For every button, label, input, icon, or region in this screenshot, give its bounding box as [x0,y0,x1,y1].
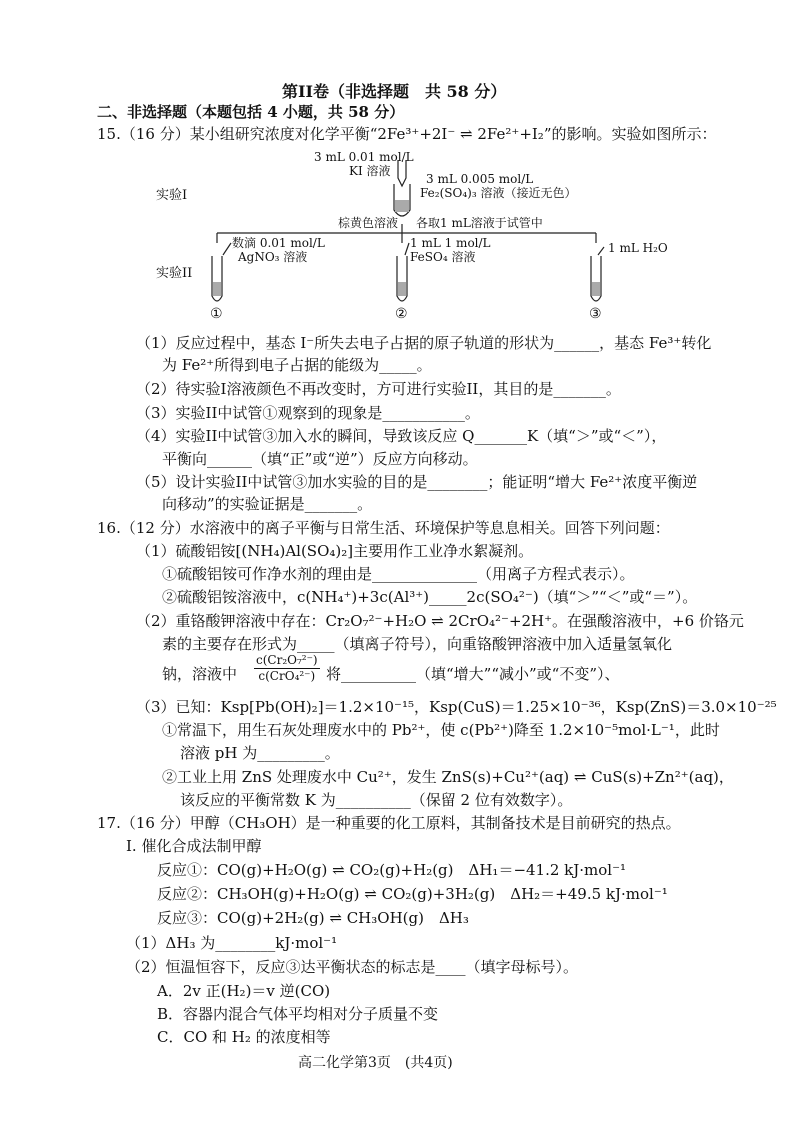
q16-part2-c-post: 将__________（填“增大”“减小”或“不变”）、 [326,665,620,683]
part-title: 第II卷（非选择题 共 58 分） [282,82,507,101]
q16-part2-a: （2）重铬酸钾溶液中存在：Cr₂O₇²⁻+H₂O ⇌ 2CrO₄²⁻+2H⁺。在强酸溶液中，+6 价铬元 [136,612,744,630]
take-1ml-label: 各取1 mL溶液于试管中 [416,216,543,230]
q15-part4-b: 平衡向______（填“正”或“逆”）反应方向移动。 [162,450,478,468]
q15-intro: 15.（16 分）某小组研究浓度对化学平衡“2Fe³⁺+2I⁻ ⇌ 2Fe²⁺+I₂”的影响。实验如图所示： [97,125,717,143]
tube-2-label: ② [395,306,408,322]
experiment-1-label: 实验I [156,188,188,203]
q15-part1-a: （1）反应过程中，基态 I⁻所失去电子占据的原子轨道的形状为______，基态 Fe³⁺转化 [136,334,712,352]
q17-part2: （2）恒温恒容下，反应③达平衡状态的标志是____（填字母标号）。 [126,958,579,976]
q15-part2: （2）待实验I溶液颜色不再改变时，方可进行实验II，其目的是_______。 [136,380,621,398]
page-footer: 高二化学第3页 (共4页) [298,1055,453,1071]
brown-solution-label: 棕黄色溶液 [338,216,399,230]
fraction-denominator: c(CrO₄²⁻) [258,669,316,683]
fraction-numerator: c(Cr₂O₇²⁻) [256,653,318,667]
q17-reaction-2: 反应②：CH₃OH(g)+H₂O(g) ⇌ CO₂(g)+3H₂(g) ΔH₂＝+49.5 kJ·mol⁻¹ [157,885,668,903]
q17-part1: （1）ΔH₃ 为________kJ·mol⁻¹ [126,934,338,952]
q17-option-b: B．容器内混合气体平均相对分子质量不变 [157,1005,439,1023]
q17-subheading: I. 催化合成法制甲醇 [126,837,262,855]
q16-part1-b: ②硫酸铝铵溶液中，c(NH₄⁺)+3c(Al³⁺)_____2c(SO₄²⁻)（填“＞”“＜”或“＝”）。 [162,588,698,606]
q16-part3-a2: 溶液 pH 为_________。 [180,744,340,762]
concentration-fraction [254,653,320,684]
q15-part1-b: 为 Fe²⁺所得到电子占据的能级为_____。 [162,356,432,374]
section-heading: 二、非选择题（本题包括 4 小题，共 58 分） [97,103,405,121]
q16-intro: 16.（12 分）水溶液中的离子平衡与日常生活、环境保护等息息相关。回答下列问题： [97,519,670,537]
tube-3-label: ③ [589,306,602,322]
q16-part3: （3）已知：Ksp[Pb(OH)₂]＝1.2×10⁻¹⁵，Ksp(CuS)＝1.25×10⁻³⁶，Ksp(ZnS)＝3.0×10⁻²⁵ [136,698,777,716]
q16-part1: （1）硫酸铝铵[(NH₄)Al(SO₄)₂]主要用作工业净水絮凝剂。 [136,542,534,560]
q16-part3-b1: ②工业上用 ZnS 处理废水中 Cu²⁺，发生 ZnS(s)+Cu²⁺(aq) ⇌ CuS(s)+Zn²⁺(aq)， [162,768,734,786]
q17-option-a: A．2v 正(H₂)＝v 逆(CO) [157,982,331,1000]
q17-option-c: C．CO 和 H₂ 的浓度相等 [157,1028,331,1046]
q15-part3: （3）实验II中试管①观察到的现象是___________。 [136,404,480,422]
fe2so43-solution-label: 3 mL 0.005 mol/L Fe₂(SO₄)₃ 溶液（接近无色） [420,172,577,200]
q17-reaction-1: 反应①：CO(g)+H₂O(g) ⇌ CO₂(g)+H₂(g) ΔH₁＝−41.2 kJ·mol⁻¹ [157,861,627,879]
q15-part4-a: （4）实验II中试管③加入水的瞬间，导致该反应 Q_______K（填“＞”或“＜”）， [136,427,667,445]
water-label: 1 mL H₂O [608,241,668,255]
q16-part1-a: ①硫酸铝铵可作净水剂的理由是______________（用离子方程式表示）。 [162,565,635,583]
q15-part5-a: （5）设计实验II中试管③加水实验的目的是________；能证明“增大 Fe²⁺浓度平衡逆 [136,473,698,491]
ki-solution-label: 3 mL 0.01 mol/L KI 溶液 [314,150,414,178]
tube-1-label: ① [210,306,223,322]
q17-intro: 17.（16 分）甲醇（CH₃OH）是一种重要的化工原料，其制备技术是目前研究的热点。 [97,814,681,832]
feso4-solution-label: 1 mL 1 mol/L FeSO₄ 溶液 [410,236,491,264]
q16-part2-b: 素的主要存在形式为_____（填离子符号），向重铬酸钾溶液中加入适量氢氧化 [162,635,673,653]
q16-part2-c-pre: 钠，溶液中 [162,665,238,683]
experiment-2-label: 实验II [156,266,193,281]
q16-part3-a1: ①常温下，用生石灰处理废水中的 Pb²⁺，使 c(Pb²⁺)降至 1.2×10⁻⁵mol·L⁻¹，此时 [162,721,720,739]
q15-part5-b: 向移动”的实验证据是_______。 [162,495,373,513]
q16-part3-b2: 该反应的平衡常数 K 为__________（保留 2 位有效数字）。 [180,791,573,809]
agno3-solution-label: 数滴 0.01 mol/L AgNO₃ 溶液 [232,236,325,264]
q17-reaction-3: 反应③：CO(g)+2H₂(g) ⇌ CH₃OH(g) ΔH₃ [157,909,469,927]
